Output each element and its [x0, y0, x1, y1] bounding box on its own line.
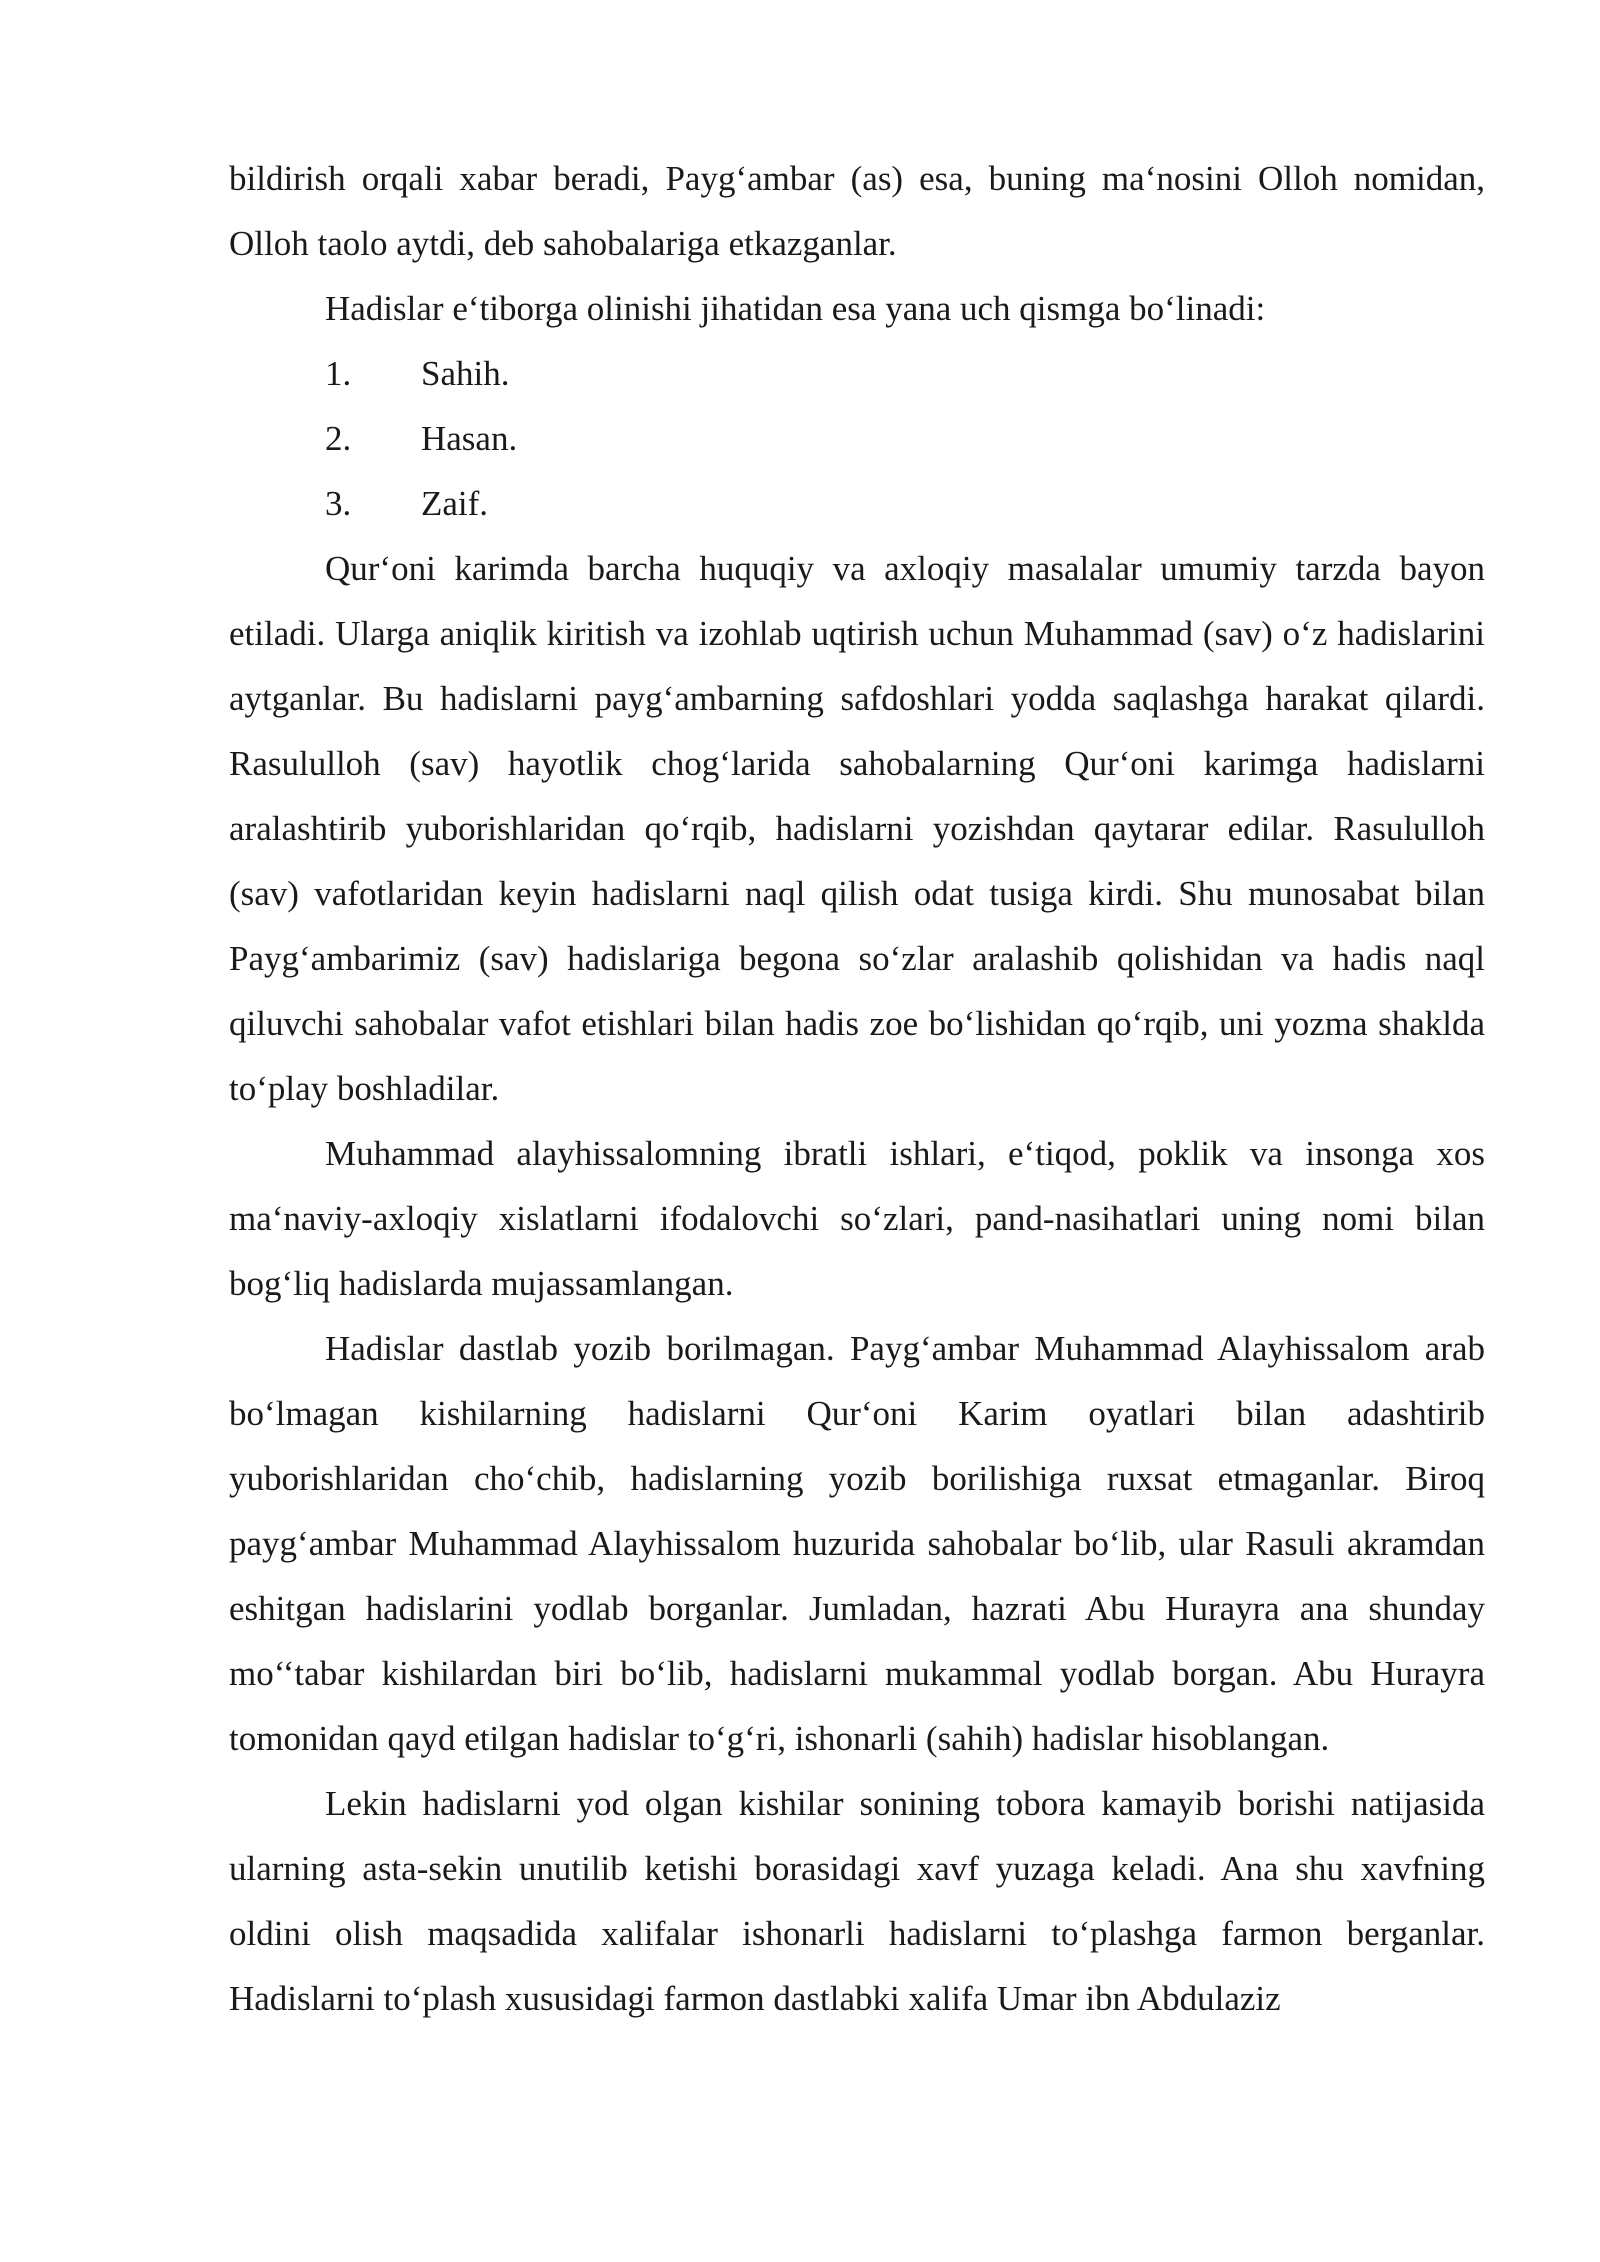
- document-body: [229, 146, 1485, 2031]
- paragraph-lekin: Lekin hadislarni yod olgan kishilar sonining tobora kamayib borishi natijasida ularning asta-sekin unutilib ketishi borasidagi xavf yuzaga keladi. Ana shu xavfning oldini olish maqsadida xalifalar ishonarli hadislarni to‘plashga farmon berganlar. Hadislarni to‘plash xususidagi farmon dastlabki xalifa Umar ibn Abdulaziz: [229, 1784, 1485, 2018]
- list-item-text: Hasan.: [421, 419, 518, 458]
- list-item: [229, 341, 1485, 406]
- list-item: [229, 406, 1485, 471]
- list-item-number: 1.: [325, 354, 352, 393]
- list-item-number: 3.: [325, 484, 352, 523]
- hadith-category-list: [229, 341, 1485, 536]
- paragraph-continued: bildirish orqali xabar beradi, Payg‘ambar (as) esa, buning ma‘nosini Olloh nomidan, Olloh taolo aytdi, deb sahobalariga etkazganlar.: [229, 159, 1485, 263]
- list-item-text: Sahih.: [421, 354, 510, 393]
- paragraph-hadislar: Hadislar dastlab yozib borilmagan. Payg‘ambar Muhammad Alayhissalom arab bo‘lmagan kishilarning hadislarni Qur‘oni Karim oyatlari bilan adashtirib yuborishlaridan cho‘chib, hadislarning yozib borilishiga ruxsat etmaganlar. Biroq payg‘ambar Muhammad Alayhissalom huzurida sahobalar bo‘lib, ular Rasuli akramdan eshitgan hadislarini yodlab borganlar. Jumladan, hazrati Abu Hurayra ana shunday mo‘‘tabar kishilardan biri bo‘lib, hadislarni mukammal yodlab borgan. Abu Hurayra tomonidan qayd etilgan hadislar to‘g‘ri, ishonarli (sahih) hadislar hisoblangan.: [229, 1329, 1485, 1758]
- list-item-text: Zaif.: [421, 484, 489, 523]
- paragraph-muhammad: Muhammad alayhissalomning ibratli ishlari, e‘tiqod, poklik va insonga xos ma‘naviy-axloqiy xislatlarni ifodalovchi so‘zlari, pand-nasihatlari uning nomi bilan bog‘liq hadislarda mujassamlangan.: [229, 1134, 1485, 1303]
- paragraph-quran: Qur‘oni karimda barcha huquqiy va axloqiy masalalar umumiy tarzda bayon etiladi. Ularga aniqlik kiritish va izohlab uqtirish uchun Muhammad (sav) o‘z hadislarini aytganlar. Bu hadislarni payg‘ambarning safdoshlari yodda saqlashga harakat qilardi. Rasululloh (sav) hayotlik chog‘larida sahobalarning Qur‘oni karimga hadislarni aralashtirib yuborishlaridan qo‘rqib, hadislarni yozishdan qaytarar edilar. Rasululloh (sav) vafotlaridan keyin hadislarni naql qilish odat tusiga kirdi. Shu munosabat bilan Payg‘ambarimiz (sav) hadislariga begona so‘zlar aralashib qolishidan va hadis naql qiluvchi sahobalar vafot etishlari bilan hadis zoe bo‘lishidan qo‘rqib, uni yozma shaklda to‘play boshladilar.: [229, 549, 1485, 1108]
- list-item: [229, 471, 1485, 536]
- paragraph-intro-list: Hadislar e‘tiborga olinishi jihatidan esa yana uch qismga bo‘linadi:: [325, 289, 1266, 328]
- list-item-number: 2.: [325, 419, 352, 458]
